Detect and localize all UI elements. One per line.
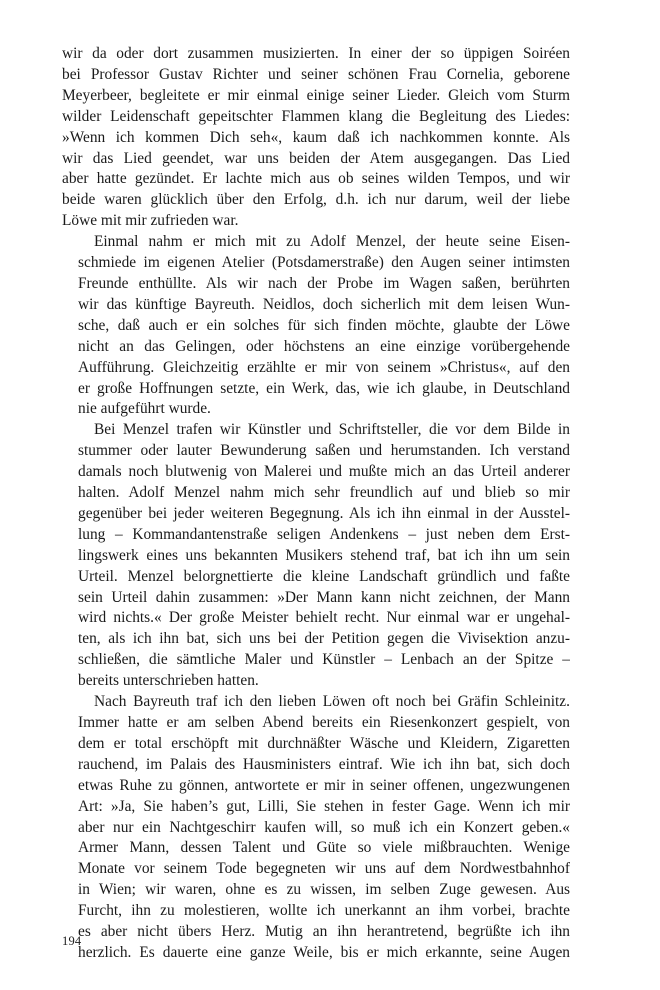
text-line: Monate vor seinem Tode begegneten wir uns auf dem Nordwestbahnhof	[78, 860, 570, 878]
text-line: nie aufgeführt wurde.	[78, 400, 211, 418]
text-line: Furcht, ihn zu molestieren, wollte ich unerkannt an ihm vorbei, brachte	[78, 902, 570, 920]
text-line: beide waren glücklich über den Erfolg, d.h. ich nur darum, weil der liebe	[62, 191, 570, 209]
text-line: halten. Adolf Menzel nahm mich sehr freundlich auf und blieb so mir	[78, 484, 570, 502]
text-line: stummer oder lauter Bewunderung saßen und herumstanden. Ich verstand	[78, 442, 570, 460]
book-page-text	[62, 44, 570, 964]
text-line: in Wien; wir waren, ohne es zu wissen, im selben Zuge gewesen. Aus	[78, 881, 570, 899]
text-line: wir da oder dort zusammen musizierten. In einer der so üppigen Soiréen	[62, 45, 570, 62]
text-line: lingswerk eines uns bekannten Musikers stehend traf, bat ich ihn um sein	[78, 546, 570, 564]
text-line: Freunde enthüllte. Als wir nach der Probe im Wagen saßen, berührten	[78, 274, 570, 292]
text-line: etwas Ruhe zu gönnen, antwortete er mir in seiner offenen, ungezwungenen	[78, 776, 570, 794]
text-line: Art: »Ja, Sie haben’s gut, Lilli, Sie stehen in fester Gage. Wenn ich mir	[78, 797, 570, 815]
text-line: rauchend, im Palais des Hausministers eintraf. Wie ich ihn bat, sich doch	[78, 755, 570, 773]
paragraph-2	[62, 232, 570, 420]
text-line: Einmal nahm er mich mit zu Adolf Menzel, der heute seine Eisen-	[94, 233, 570, 251]
text-line: bereits unterschrieben hatten.	[78, 672, 259, 690]
text-line: sche, daß auch er ein solches für sich finden möchte, glaubte der Löwe	[78, 316, 570, 334]
text-line: gegenüber bei jeder weiteren Begegnung. Als ich ihn einmal in der Ausstel-	[78, 504, 570, 522]
text-line: es aber nicht übers Herz. Mutig an ihn herantretend, begrüßte ich ihn	[78, 923, 570, 941]
text-line: Nach Bayreuth traf ich den lieben Löwen oft noch bei Gräfin Schleinitz.	[94, 693, 570, 711]
text-line: Meyerbeer, begleitete er mir einmal einige seiner Lieder. Gleich vom Sturm	[62, 86, 570, 104]
text-line: dem er total erschöpft mit durchnäßter Wäsche und Kleidern, Zigaretten	[78, 734, 570, 752]
text-line: nicht an das Gelingen, oder höchstens an eine einzige vorübergehende	[78, 337, 570, 355]
text-line: aber nur ein Nachtgeschirr kaufen will, so muß ich ein Konzert geben.«	[78, 818, 570, 836]
paragraph-3	[62, 420, 570, 692]
text-line: Bei Menzel trafen wir Künstler und Schriftsteller, die vor dem Bilde in	[94, 421, 570, 439]
paragraph-4	[62, 692, 570, 964]
text-line: damals noch blutwenig von Malerei und mußte mich an das Urteil anderer	[78, 463, 570, 481]
text-line: wir das Lied geendet, war uns beiden der Atem ausgegangen. Das Lied	[62, 149, 570, 167]
text-line: wird nichts.« Der große Meister behielt recht. Nur einmal war er ungehal-	[78, 609, 570, 627]
text-line: aber hatte gezündet. Er lachte mich aus ob seines wilden Tempos, und wir	[62, 170, 570, 188]
text-line: schließen, die sämtliche Maler und Künstler – Lenbach an der Spitze –	[78, 651, 570, 669]
text-line: Aufführung. Gleichzeitig erzählte er mir von seinem »Christus«, auf den	[78, 358, 570, 376]
text-line: er große Hoffnungen setzte, ein Werk, das, wie ich glaube, in Deutschland	[78, 379, 570, 397]
text-line: ten, als ich ihn bat, sich uns bei der Petition gegen die Vivisektion anzu-	[78, 630, 570, 648]
text-line: schmiede im eigenen Atelier (Potsdamerstraße) den Augen seiner intimsten	[78, 254, 570, 272]
paragraph-1	[62, 44, 570, 232]
text-line: Urteil. Menzel belorgnettierte die kleine Landschaft gründlich und faßte	[78, 567, 570, 585]
text-line: wilder Leidenschaft gepeitschter Flammen klang die Begleitung des Liedes:	[62, 107, 570, 125]
text-line: wir das künftige Bayreuth. Neidlos, doch sicherlich mit dem leisen Wun-	[78, 295, 570, 313]
text-line: lung – Kommandantenstraße seligen Andenkens – just neben dem Erst-	[78, 525, 570, 543]
text-line: Löwe mit mir zufrieden war.	[62, 212, 239, 230]
text-line: herzlich. Es dauerte eine ganze Weile, bis er mich erkannte, seine Augen	[78, 943, 570, 961]
page-number: 194	[62, 934, 82, 948]
text-line: bei Professor Gustav Richter und seiner schönen Frau Cornelia, geborene	[62, 65, 570, 83]
text-line: »Wenn ich kommen Dich seh«, kaum daß ich nachkommen konnte. Als	[62, 128, 570, 146]
text-line: Armer Mann, dessen Talent und Güte so viele mißbrauchten. Wenige	[78, 839, 570, 857]
text-line: sein Urteil dahin zusammen: »Der Mann kann nicht zeichnen, der Mann	[78, 588, 570, 606]
text-line: Immer hatte er am selben Abend bereits ein Riesenkonzert gespielt, von	[78, 714, 570, 731]
